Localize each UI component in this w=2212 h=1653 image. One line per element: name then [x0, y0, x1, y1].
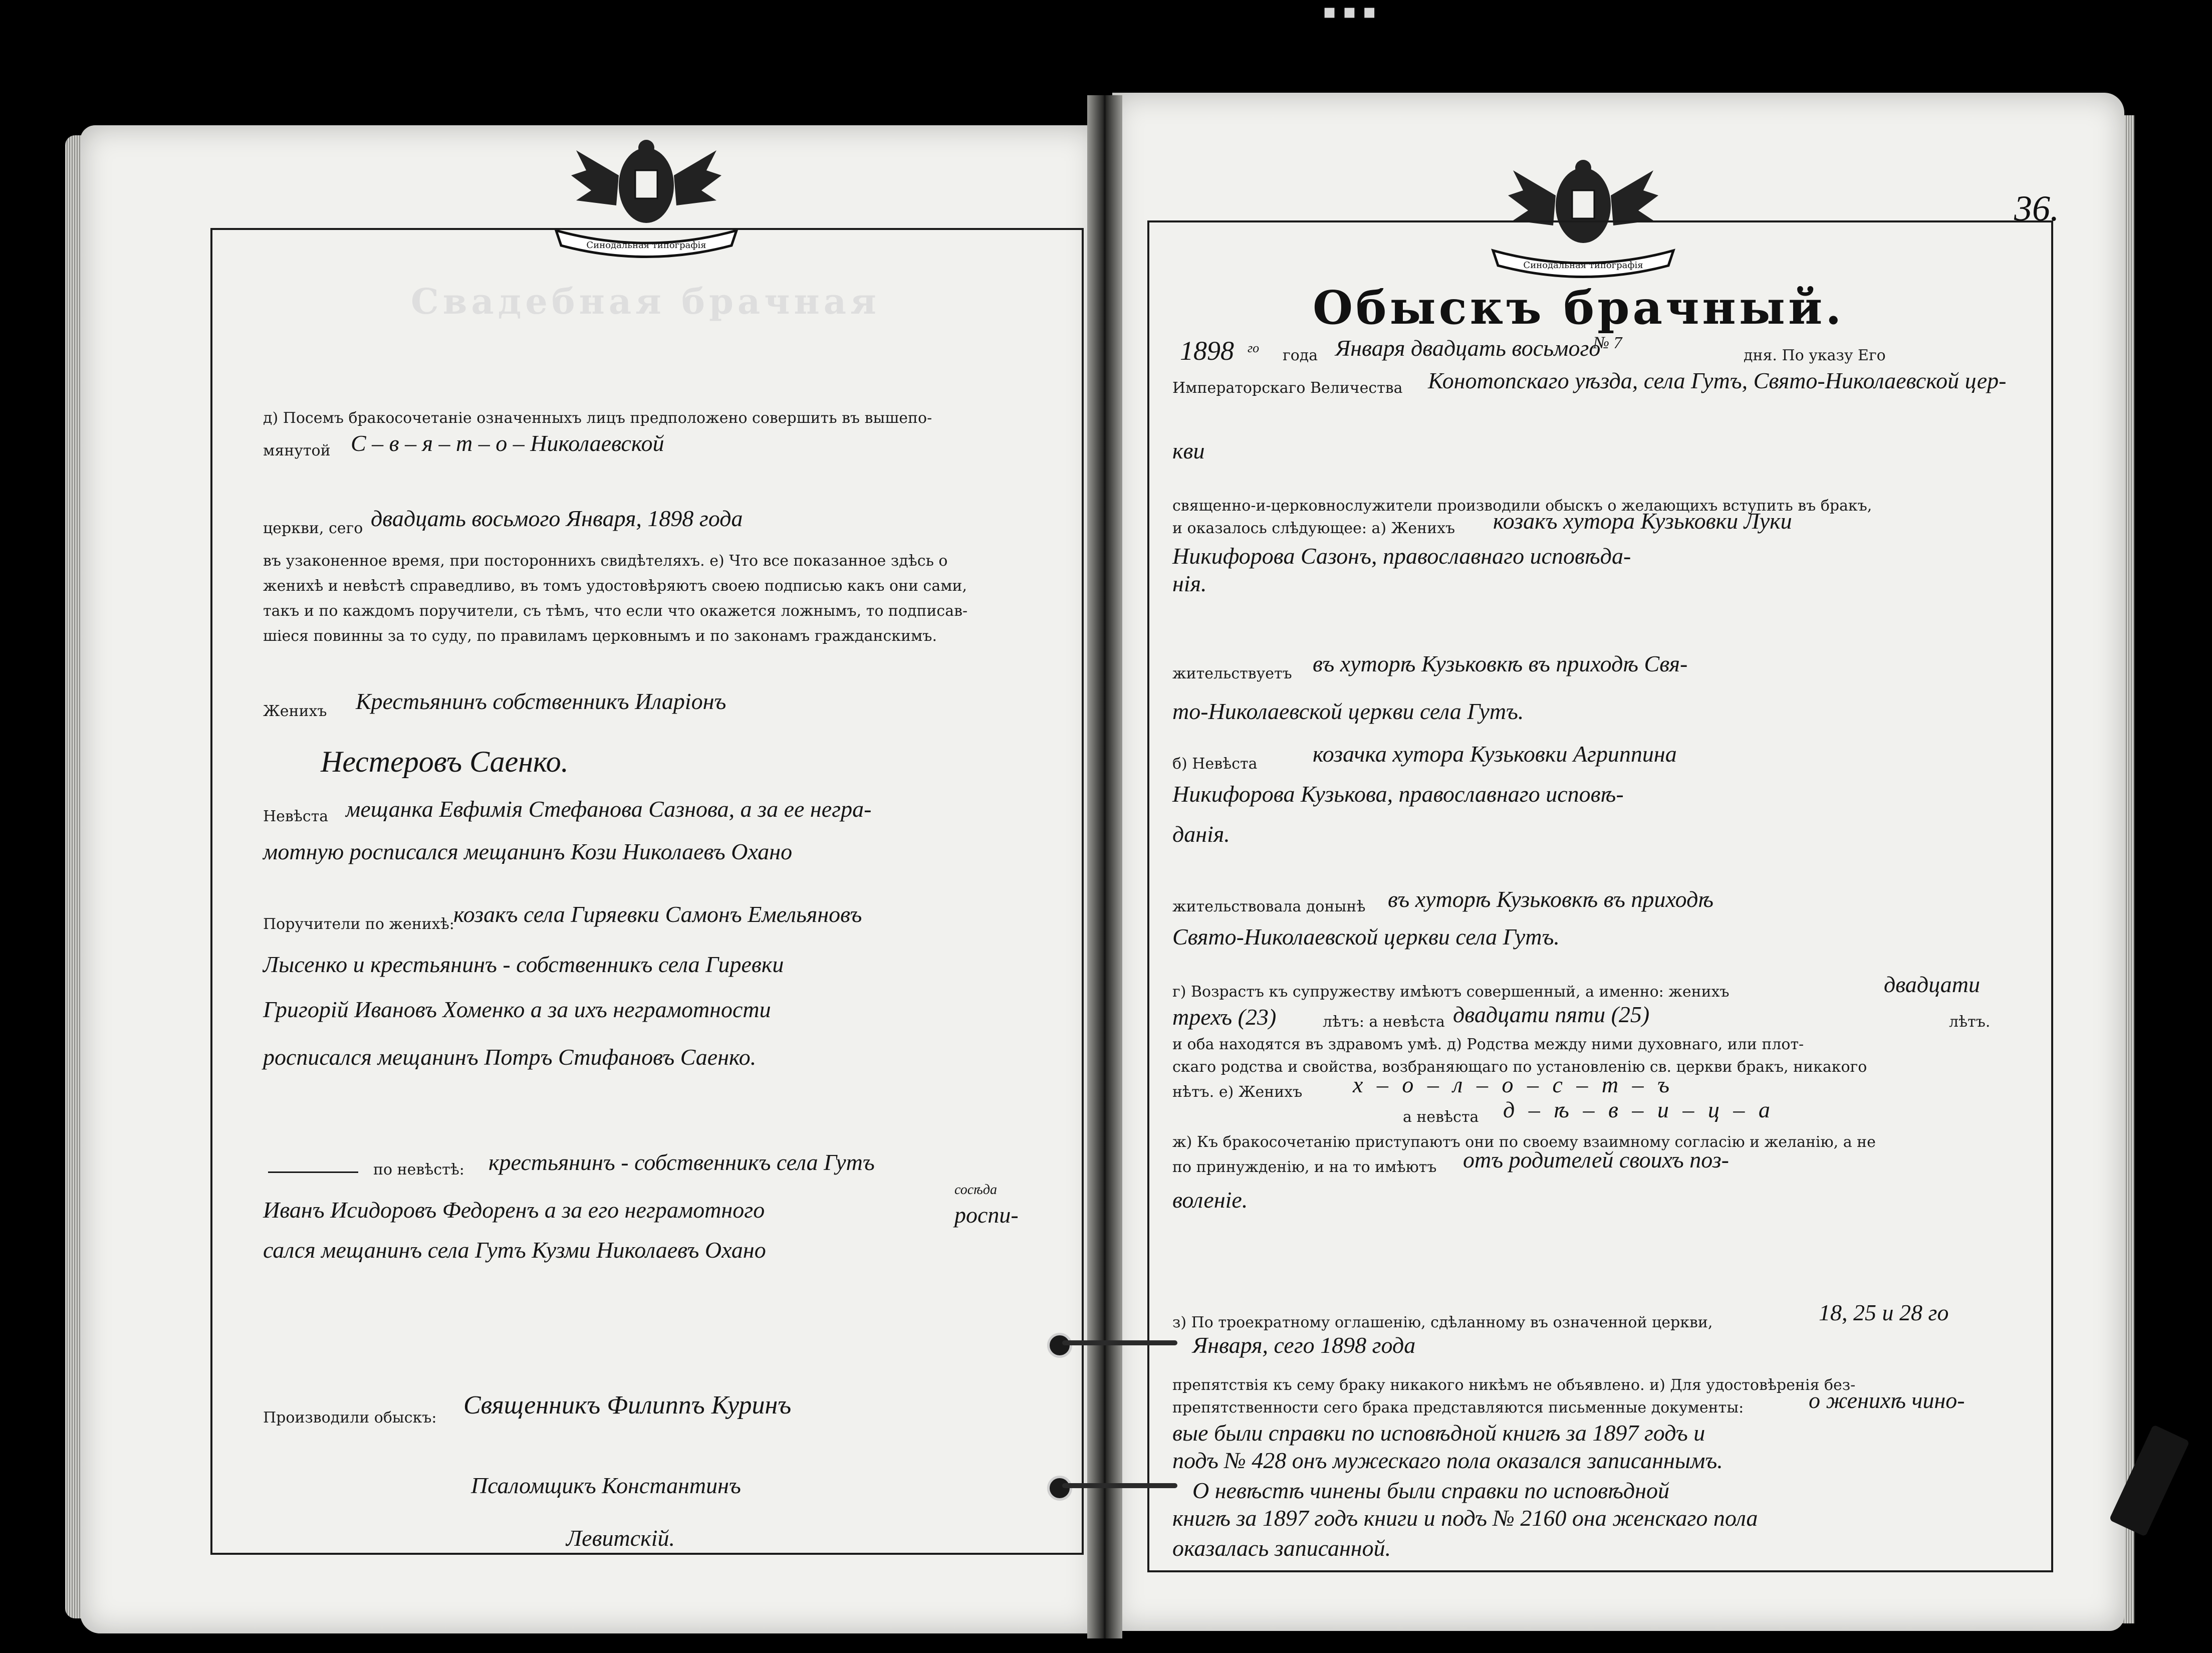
- date-label: года: [1283, 347, 1318, 364]
- consent-handwritten-1: отъ родителей своихъ поз-: [1463, 1147, 1729, 1172]
- bride-name-line-2: мотную росписался мещанинъ Кози Николаевъ Охано: [263, 839, 793, 864]
- banns-line: з) По троекратному оглашенію, сдѣланному въ означенной церкви,: [1172, 1314, 1713, 1331]
- age-line-2b: лѣтъ.: [1949, 1013, 1991, 1031]
- item-e-line-2: женихѣ и невѣстѣ справедливо, въ томъ удостовѣряютъ своею подписью какъ они сами,: [263, 577, 967, 595]
- guarantors-groom-line-2: Лысенко и крестьянинъ - собственникъ села Гиревки: [263, 952, 784, 977]
- bleed-through-heading: Свадебная брачная: [411, 281, 880, 322]
- item-e-line-4: шіеся повинны за то суду, по правиламъ церковнымъ и по законамъ гражданскимъ.: [263, 627, 937, 645]
- dash-line: [268, 1171, 358, 1173]
- right-emblem-motto: Синодальная типографія: [1523, 260, 1643, 271]
- bride-label-right: б) Невѣста: [1172, 755, 1258, 773]
- item-e-line-3: такъ и по каждомъ поручители, съ тѣмъ, что если что окажется ложнымъ, то подписав-: [263, 602, 968, 620]
- consent-line-2: по принужденію, и на то имѣютъ: [1172, 1158, 1437, 1176]
- documents-handwritten-4: О невѣстѣ чинены были справки по исповѣдной: [1192, 1478, 1669, 1503]
- record-number: № 7: [1593, 334, 1622, 352]
- date-day-label: дня. По указу Его: [1744, 347, 1886, 364]
- kin-line-1: и оба находятся въ здравомъ умѣ. д) Родства между ними духовнаго, или плот-: [1172, 1036, 1804, 1053]
- kin-line-2: скаго родства и свойства, возбраняющаго по установленію св. церкви бракъ, никакого: [1172, 1058, 1867, 1076]
- item-d-text-2: мянутой: [263, 442, 331, 459]
- groom-handwritten-1: козакъ хутора Кузьковки Луки: [1493, 508, 1792, 534]
- item-d-text: д) Посемъ бракосочетаніе означенныхъ лицъ предположено совершить въ вышепо-: [263, 409, 932, 427]
- documents-handwritten-5: книгѣ за 1897 годъ книги и подъ № 2160 она женскаго пола: [1172, 1505, 1758, 1531]
- obstacles-line-1: препятствія къ сему браку никакого никѣмъ не объявлено. и) Для удостовѣренія без-: [1172, 1376, 1856, 1394]
- bride-residence-2: Свято-Николаевской церкви села Гутъ.: [1172, 924, 1560, 950]
- groom-status-handwritten: х – о – л – о – с – т – ъ: [1353, 1072, 1673, 1097]
- folio-number: 36.: [2014, 188, 2059, 228]
- guarantors-bride-superscript: сосѣда: [954, 1182, 997, 1198]
- residence-label: жительствуетъ: [1172, 665, 1292, 682]
- binding-hole: [1047, 1476, 1072, 1501]
- bride-name-line-1: мещанка Евфимія Стефанова Сазнова, а за ее негра-: [346, 796, 872, 822]
- psalmist-surname: Левитскій.: [566, 1525, 675, 1551]
- wedding-date-handwritten: двадцать восьмого Января, 1898 года: [371, 506, 743, 531]
- guarantors-bride-line-2: Иванъ Исидоровъ Федоренъ а за его неграмотного: [263, 1197, 765, 1223]
- psalmist-signature: Псаломщикъ Константинъ: [471, 1473, 741, 1498]
- kin-line-3: нѣтъ. е) Женихъ: [1172, 1083, 1303, 1101]
- age-bride-handwritten: двадцати пяти (25): [1453, 1002, 1650, 1027]
- guarantors-groom-label: Поручители по женихѣ:: [263, 915, 454, 933]
- date-year-suffix: го: [1248, 341, 1260, 355]
- groom-label: Женихъ: [263, 702, 327, 720]
- banns-dates-handwritten: 18, 25 и 28 го: [1819, 1300, 1949, 1325]
- guarantors-bride-line-1: крестьянинъ - собственникъ села Гутъ: [488, 1149, 875, 1175]
- groom-name-line-1: Крестьянинъ собственникъ Иларіонъ: [356, 688, 726, 714]
- guarantors-bride-line-2b: роспи-: [954, 1202, 1019, 1228]
- guarantors-groom-line-4: росписался мещанинъ Потръ Стифановъ Саенко.: [263, 1044, 757, 1070]
- bride-status-handwritten: д – ѣ – в – и – ц – а: [1503, 1097, 1774, 1122]
- binding-thread: [1062, 1483, 1177, 1488]
- top-edge-marks: ▪ ▪ ▪: [1323, 0, 1376, 23]
- bride-handwritten-2: Никифорова Кузькова, православнаго исповѣ-: [1172, 781, 1624, 807]
- age-line-1: г) Возрастъ къ супружеству имѣютъ совершенный, а именно: женихъ: [1172, 983, 1730, 1001]
- item-e-line-1: въ узаконенное время, при постороннихъ свидѣтеляхъ. е) Что все показанное здѣсь о: [263, 552, 948, 570]
- groom-handwritten-3: нія.: [1172, 571, 1207, 596]
- bride-residence-label: жительствовала донынѣ: [1172, 898, 1366, 915]
- groom-name-line-2: Нестеровъ Саенко.: [321, 745, 569, 778]
- left-emblem-motto: Синодальная типографія: [586, 240, 706, 251]
- date-year: 1898: [1180, 336, 1234, 366]
- age-groom-handwritten: двадцати: [1884, 972, 1980, 997]
- clergy-line-1: священно-и-церковнослужители производили обыскъ о желающихъ вступить въ бракъ,: [1172, 497, 1872, 515]
- priest-signature: Священникъ Филиппъ Куринъ: [463, 1391, 792, 1420]
- residence-handwritten-1: въ хуторѣ Кузьковкѣ въ приходѣ Свя-: [1313, 651, 1688, 676]
- bride-label: Невѣста: [263, 808, 329, 825]
- residence-handwritten-2: то-Николаевской церкви села Гутъ.: [1172, 698, 1524, 724]
- binding-thread: [1062, 1340, 1177, 1345]
- guarantors-bride-label: по невѣстѣ:: [373, 1161, 464, 1178]
- guarantors-groom-line-3: Григорій Ивановъ Хоменко а за ихъ неграмотности: [263, 997, 771, 1022]
- date-handwritten: Января двадцать восьмого: [1335, 335, 1601, 361]
- diocese-handwritten: Конотопскаго уѣзда, села Гутъ, Свято-Николаевской цер-: [1428, 368, 2007, 393]
- banns-year-handwritten: Января, сего 1898 года: [1192, 1332, 1416, 1358]
- church-name-handwritten: С – в – я – т – о – Николаевской: [351, 430, 664, 456]
- consent-line-1: ж) Къ бракосочетанію приступаютъ они по своему взаимному согласію и желанію, а не: [1172, 1133, 1876, 1151]
- groom-handwritten-2: Никифорова Сазонъ, православнаго исповѣда-: [1172, 543, 1631, 569]
- bride-residence-1: въ хуторѣ Кузьковкѣ въ приходѣ: [1388, 886, 1714, 912]
- age-line-2a: лѣтъ: а невѣста: [1323, 1013, 1445, 1031]
- conducted-label: Производили обыскъ:: [263, 1409, 437, 1427]
- obstacles-line-2: препятственности сего брака представляются письменные документы:: [1172, 1399, 1744, 1416]
- church-date-label: церкви, сего: [263, 520, 363, 537]
- documents-handwritten-2: вые были справки по исповѣдной книгѣ за 1897 годъ и: [1172, 1420, 1705, 1446]
- age-groom-handwritten-2: трехъ (23): [1172, 1004, 1277, 1030]
- book-gutter: [1087, 95, 1122, 1638]
- bride-handwritten-3: данія.: [1172, 821, 1230, 847]
- documents-handwritten-3: подъ № 428 онъ мужескаго пола оказался записаннымъ.: [1172, 1448, 1723, 1473]
- bride-handwritten-1: козачка хутора Кузьковки Агриппина: [1313, 741, 1677, 767]
- consent-handwritten-2: воленіе.: [1172, 1187, 1248, 1213]
- guarantors-groom-line-1: козакъ села Гиряевки Самонъ Емельяновъ: [453, 901, 862, 927]
- document-title: Обыскъ брачный.: [1313, 281, 1845, 335]
- kin-bride-label: а невѣста: [1403, 1108, 1479, 1126]
- documents-handwritten-1: о женихѣ чино-: [1809, 1387, 1965, 1413]
- guarantors-bride-line-3: сался мещанинъ села Гутъ Кузми Николаевъ Охано: [263, 1237, 766, 1263]
- documents-handwritten-6: оказалась записанной.: [1172, 1535, 1391, 1561]
- imperial-label: Императорскаго Величества: [1172, 379, 1403, 397]
- binding-hole: [1047, 1333, 1072, 1358]
- clergy-line-2: и оказалось слѣдующее: а) Женихъ: [1172, 520, 1455, 537]
- diocese-handwritten-end: кви: [1172, 438, 1205, 463]
